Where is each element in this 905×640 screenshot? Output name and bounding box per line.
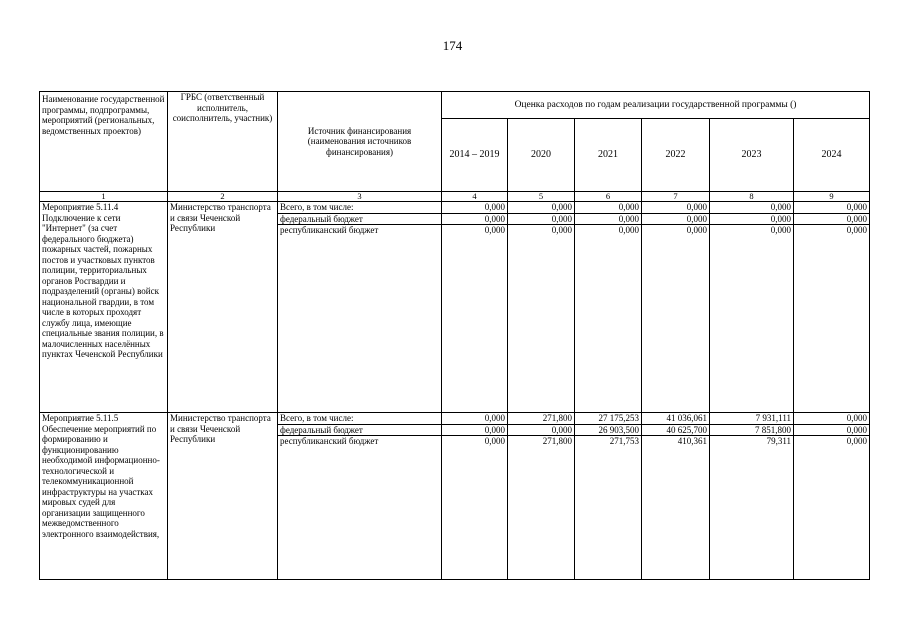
header-year: 2020 bbox=[508, 119, 575, 192]
column-number: 8 bbox=[710, 192, 794, 202]
value-cell: 271,753 bbox=[575, 436, 642, 580]
header-year: 2022 bbox=[642, 119, 710, 192]
value-cell: 0,000 bbox=[794, 202, 870, 214]
table-row bbox=[40, 413, 870, 425]
value-cell: 271,800 bbox=[508, 413, 575, 425]
value-cell: 0,000 bbox=[642, 225, 710, 413]
value-cell: 0,000 bbox=[508, 225, 575, 413]
value-cell: 7 851,800 bbox=[710, 424, 794, 436]
value-cell: 0,000 bbox=[794, 213, 870, 225]
value-cell: 0,000 bbox=[575, 213, 642, 225]
column-number: 2 bbox=[168, 192, 278, 202]
column-number-row bbox=[40, 192, 870, 202]
header-year: 2023 bbox=[710, 119, 794, 192]
column-number: 5 bbox=[508, 192, 575, 202]
value-cell: 410,361 bbox=[642, 436, 710, 580]
column-number: 6 bbox=[575, 192, 642, 202]
activity-name: Мероприятие 5.11.4 Подключение к сети "Интернет" (за счет федерального бюджета) пожарных частей, пожарных постов и участковых пунктов полиции, территориальных органов Росгвардии и подразделений (органы) войск национальной гвардии, в том числе в которых проходят службу лица, имеющие специальные звания полиции, в малочисленных населённых пунктах Чеченской Республики bbox=[40, 202, 168, 413]
value-cell: 0,000 bbox=[710, 202, 794, 214]
value-cell: 0,000 bbox=[442, 213, 508, 225]
value-cell: 0,000 bbox=[442, 225, 508, 413]
source-label: республиканский бюджет bbox=[278, 225, 442, 413]
page-number: 174 bbox=[442, 38, 463, 53]
value-cell: 0,000 bbox=[794, 225, 870, 413]
source-label: федеральный бюджет bbox=[278, 213, 442, 225]
value-cell: 0,000 bbox=[442, 202, 508, 214]
header-group-estimate: Оценка расходов по годам реализации государственной программы () bbox=[442, 92, 870, 119]
header-row-1 bbox=[40, 92, 870, 119]
header-col-name: Наименование государственной программы, подпрограммы, мероприятий (региональных, ведомственных проектов) bbox=[40, 92, 168, 192]
header-col-grbs: ГРБС (ответственный исполнитель, соисполнитель, участник) bbox=[168, 92, 278, 192]
header-col-source: Источник финансирования (наименования источников финансирования) bbox=[278, 92, 442, 192]
value-cell: 26 903,500 bbox=[575, 424, 642, 436]
column-number: 9 bbox=[794, 192, 870, 202]
header-year: 2024 bbox=[794, 119, 870, 192]
value-cell: 271,800 bbox=[508, 436, 575, 580]
column-number: 1 bbox=[40, 192, 168, 202]
value-cell: 0,000 bbox=[442, 413, 508, 425]
value-cell: 0,000 bbox=[575, 202, 642, 214]
value-cell: 7 931,111 bbox=[710, 413, 794, 425]
value-cell: 79,311 bbox=[710, 436, 794, 580]
activity-grbs: Министерство транспорта и связи Чеченской Республики bbox=[168, 413, 278, 580]
activity-name: Мероприятие 5.11.5 Обеспечение мероприятий по формированию и функционированию необходимой информационно-технологической и телекоммуникационной инфраструктуры на участках мировых судей для организации защищенного межведомственного электронного взаимодействия, bbox=[40, 413, 168, 580]
budget-table bbox=[39, 91, 870, 580]
value-cell: 0,000 bbox=[508, 424, 575, 436]
value-cell: 0,000 bbox=[508, 202, 575, 214]
header-year: 2021 bbox=[575, 119, 642, 192]
value-cell: 0,000 bbox=[710, 225, 794, 413]
activity-grbs: Министерство транспорта и связи Чеченской Республики bbox=[168, 202, 278, 413]
value-cell: 0,000 bbox=[794, 436, 870, 580]
value-cell: 0,000 bbox=[508, 213, 575, 225]
value-cell: 0,000 bbox=[710, 213, 794, 225]
table-row bbox=[40, 202, 870, 214]
column-number: 3 bbox=[278, 192, 442, 202]
value-cell: 0,000 bbox=[575, 225, 642, 413]
value-cell: 0,000 bbox=[642, 202, 710, 214]
value-cell: 0,000 bbox=[442, 424, 508, 436]
value-cell: 0,000 bbox=[794, 413, 870, 425]
source-label: Всего, в том числе: bbox=[278, 202, 442, 214]
value-cell: 40 625,700 bbox=[642, 424, 710, 436]
column-number: 7 bbox=[642, 192, 710, 202]
value-cell: 41 036,061 bbox=[642, 413, 710, 425]
value-cell: 27 175,253 bbox=[575, 413, 642, 425]
value-cell: 0,000 bbox=[642, 213, 710, 225]
source-label: Всего, в том числе: bbox=[278, 413, 442, 425]
value-cell: 0,000 bbox=[442, 436, 508, 580]
column-number: 4 bbox=[442, 192, 508, 202]
value-cell: 0,000 bbox=[794, 424, 870, 436]
source-label: республиканский бюджет bbox=[278, 436, 442, 580]
header-year: 2014 – 2019 bbox=[442, 119, 508, 192]
source-label: федеральный бюджет bbox=[278, 424, 442, 436]
